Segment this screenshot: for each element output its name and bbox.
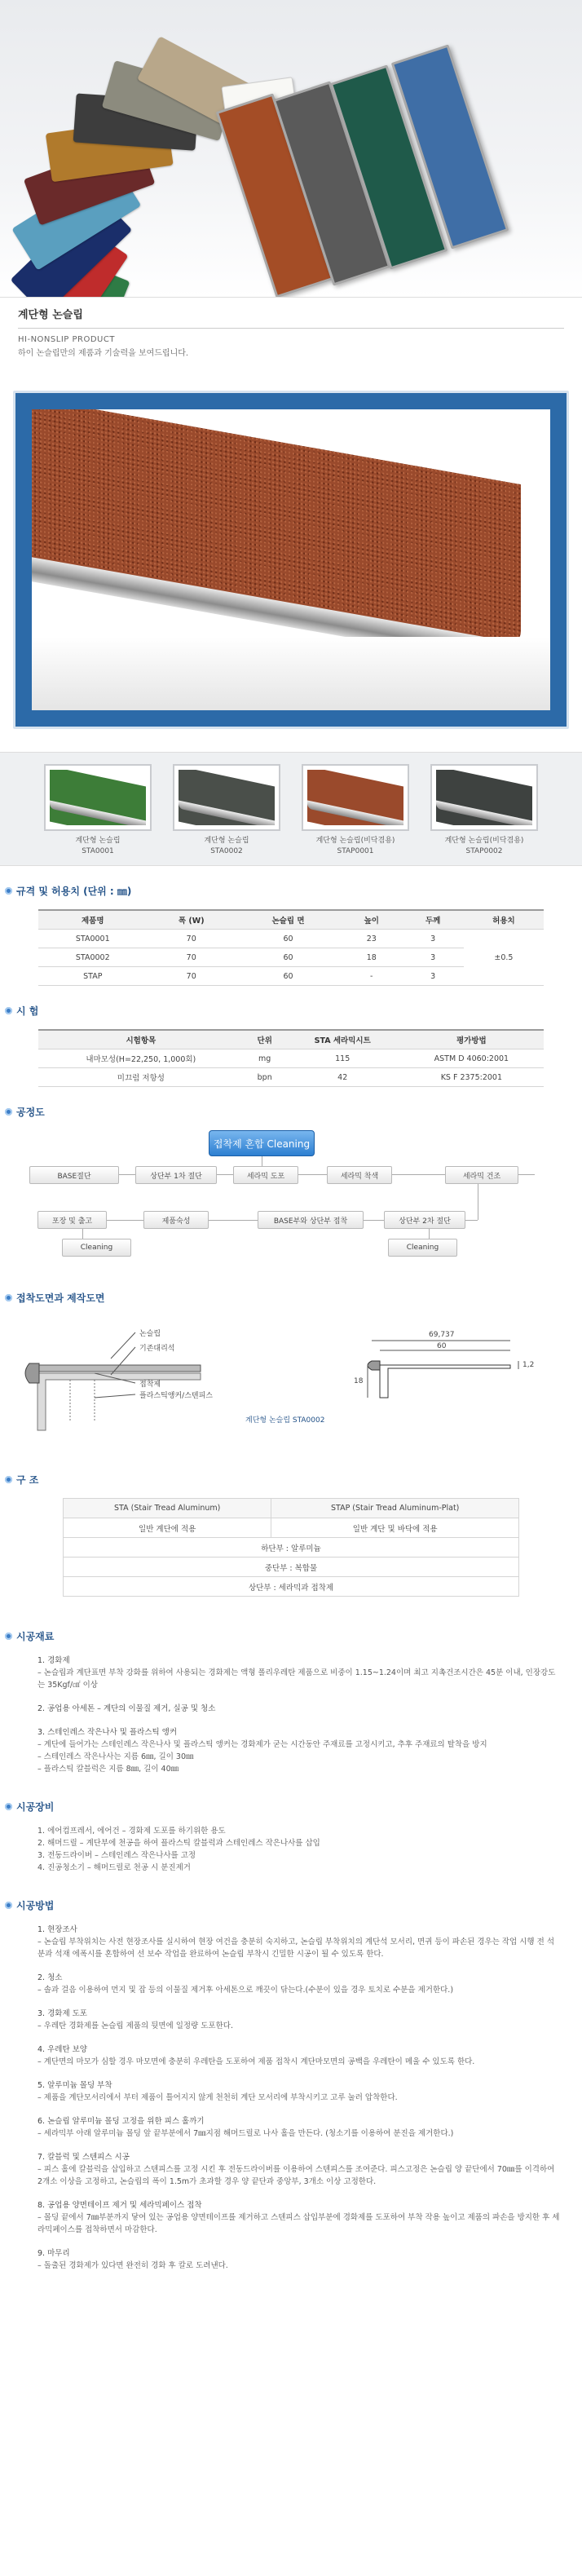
list-item-body: – 우레탄 경화제를 논슬립 제품의 뒷면에 일정량 도포한다.	[37, 2021, 233, 2030]
cell: 70	[148, 967, 236, 986]
tolerance-cell: ±0.5	[464, 930, 544, 986]
thumbnail-code: STAP0002	[465, 847, 503, 855]
col-header: 평가방법	[399, 1030, 544, 1049]
col-header: 폭 (W)	[148, 910, 236, 930]
process-step: 세라믹 건조	[445, 1166, 518, 1184]
cell: STAP	[38, 967, 148, 986]
list-item-head: 6. 논슬립 알루미늄 몰딩 고정을 위한 피스 홀까기	[37, 2117, 205, 2126]
method-section	[0, 1898, 582, 2272]
cell: 내마모성(H=22,250, 1,000회)	[38, 1049, 244, 1068]
list-item-body: – 논슬립 부착위치는 사전 현장조사를 실시하여 현장 여건을 충분히 숙지하고, 논슬립 부착위치의 계단석 모서리, 면귀 등이 파손된 경우는 작업 시행 전 석분과 석재 에폭시를 혼합하여 선 보수 작업을 완료하여 논슬립 부착시 긴밀한 시공이 될 수 있도록 한다.	[37, 1938, 555, 1959]
process-step: 세라믹 착색	[327, 1166, 392, 1184]
list-item-body: – 솔과 걸음 이용하여 먼지 및 잡 등의 이물질 제거후 아세톤으로 깨끗이 닦는다.(수분이 있을 경우 토치로 수분을 제거한다.)	[37, 1986, 454, 1995]
page-title: 계단형 논슬립	[18, 306, 564, 329]
product-thumbnails	[0, 752, 582, 866]
list-item: 1. 에어컴프레서, 에어건 – 경화제 도포를 하기위한 용도	[37, 1827, 226, 1836]
list-item: 2. 해머드릴 – 계단부에 천공을 하여 플라스틱 칼블럭과 스테인레스 작은나사를 삽입	[37, 1839, 320, 1848]
bullet-icon	[5, 1294, 12, 1301]
cell: 3	[402, 967, 463, 986]
structure-table	[63, 1498, 519, 1597]
drawing-label: 논슬립	[139, 1330, 161, 1338]
cell: 70	[148, 948, 236, 967]
drawing-label: 접착제	[139, 1381, 161, 1389]
page-subtitle: HI-NONSLIP PRODUCT	[18, 335, 115, 344]
dimension-label: 69,737	[429, 1331, 455, 1339]
cell: 23	[341, 930, 402, 948]
bullet-icon	[5, 1803, 12, 1810]
cell: 60	[236, 948, 341, 967]
materials-section	[0, 1629, 582, 1775]
section-title: 시 험	[16, 1005, 39, 1017]
col-header: 제품명	[38, 910, 148, 930]
process-step: Cleaning	[388, 1239, 457, 1257]
section-title: 시공장비	[16, 1801, 55, 1813]
drawing-caption: 계단형 논슬립 STA0002	[245, 1416, 325, 1425]
structure-section	[0, 1473, 582, 1597]
list-item-head: 4. 우레탄 보양	[37, 2045, 87, 2054]
col-header: 두께	[402, 910, 463, 930]
dimension-label: 60	[437, 1342, 447, 1350]
list-item-head: 8. 공업용 양면테이프 제거 및 세라믹페이스 접착	[37, 2201, 202, 2210]
col-header: STA 세라믹시트	[286, 1030, 399, 1049]
list-item-body: – 논슬립과 계단표면 부착 강화를 위하여 사용되는 경화제는 액형 폴리우레탄 제품으로 비중이 1.15~1.24이며 최고 지촉건조시간은 45분 이내, 인장강도는 35Kgf/㎠ 이상	[37, 1668, 556, 1690]
cell: STA0002	[38, 948, 148, 967]
cell: STA (Stair Tread Aluminum)	[64, 1499, 271, 1518]
drawing-section	[0, 1291, 582, 1471]
section-title: 구 조	[16, 1474, 39, 1486]
section-title: 공정도	[16, 1107, 45, 1118]
bullet-icon	[5, 887, 12, 895]
cell: 70	[148, 930, 236, 948]
cell: STAP (Stair Tread Aluminum-Plat)	[271, 1499, 519, 1518]
list-item: 3. 전동드라이버 – 스테인레스 작은나사를 고정	[37, 1851, 196, 1860]
col-header: 높이	[341, 910, 402, 930]
col-header: 시험항목	[38, 1030, 244, 1049]
list-item-body: – 세라믹부 아래 알루미늄 몰딩 앞 끝부분에서 7㎜지점 해머드릴로 나사 홀을 만든다. (청소기를 이용하여 분진을 제거한다.)	[37, 2129, 454, 2138]
thumbnail-name: 계단형 논슬립(비닥겸용)	[444, 837, 524, 845]
list-item-body: – 제품을 계단모서리에서 부터 제품이 틀어지지 않게 천천히 계단 모서리에 부착시키고 고루 눌러 압착한다.	[37, 2093, 398, 2102]
thumbnail-name: 계단형 논슬립(비닥겸용)	[315, 837, 395, 845]
process-step: 세라믹 도포	[233, 1166, 298, 1184]
list-item: 4. 진공청소기 – 해머드릴로 천공 시 분진제거	[37, 1863, 191, 1872]
product-main-image	[13, 391, 569, 729]
col-header: 단위	[244, 1030, 286, 1049]
section-title: 규격 및 허용치 (단위 : ㎜)	[16, 886, 132, 897]
list-item-body: – 피스 홀에 칼블럭을 삽입하고 스텐피스를 고정 시킨 후 전동드라이버를 이용하여 스텐피스를 조여준다. 피스고정은 논슬립 양 끝단에서 70㎜를 이격하여 2개소 이상을 고정하고, 논슬립의 폭이 1.5m가 초과할 경우 양 끝단과 중앙부, 3개소 이상 고정한다.	[37, 2165, 555, 2186]
cell: 60	[236, 930, 341, 948]
section-title: 시공방법	[16, 1900, 55, 1911]
table-row	[38, 930, 544, 948]
cell: ASTM D 4060:2001	[399, 1049, 544, 1068]
cell: 3	[402, 930, 463, 948]
cell: 3	[402, 948, 463, 967]
thumbnail-code: STA0001	[82, 847, 114, 855]
col-header: 논슬립 면	[236, 910, 341, 930]
thumbnail-name: 계단형 논슬립	[204, 837, 249, 845]
section-title: 시공재료	[16, 1631, 55, 1642]
thumbnail-code: STA0002	[210, 847, 243, 855]
list-item-body: – 계단에 들어가는 스테인레스 작은나사 및 플라스틱 앵커는 경화제가 굳는 시간동안 주재료를 고정시키고, 추후 주재료의 탈착을 방지 – 스테인레스 작은나사는 지름 6㎜, 길이 30㎜ – 플라스틱 칼블럭은 지름 8㎜, 길이 40㎜	[37, 1740, 487, 1774]
spec-section	[0, 884, 582, 986]
process-step: 제품숙성	[143, 1211, 209, 1229]
list-item-head: 9. 마무리	[37, 2249, 70, 2258]
list-item-head: 3. 스테인레스 작은나사 및 플라스틱 앵커	[37, 1728, 177, 1737]
bullet-icon	[5, 1633, 12, 1640]
bullet-icon	[5, 1476, 12, 1483]
process-step: BASE절단	[29, 1166, 119, 1184]
drawing-label: 기존대리석	[139, 1345, 175, 1353]
process-step-start: 접착제 혼합 Cleaning	[209, 1130, 315, 1156]
process-section	[0, 1105, 582, 1330]
cell: STA0001	[38, 930, 148, 948]
cell: bpn	[244, 1068, 286, 1087]
list-item-head: 1. 경화제	[37, 1656, 70, 1665]
process-step: BASE부와 상단부 접착	[258, 1211, 364, 1229]
cell: 115	[286, 1049, 399, 1068]
page-description: 하이 논슬립만의 제품과 기술력을 보여드립니다.	[18, 349, 189, 358]
process-flowchart	[13, 1130, 569, 1330]
list-item-body: – 돌출된 경화제가 있다면 완전히 경화 후 칼로 도려낸다.	[37, 2261, 228, 2270]
col-header: 허용치	[464, 910, 544, 930]
spec-table	[38, 909, 544, 986]
thumbnail-sta0001[interactable]	[41, 764, 155, 865]
bullet-icon	[5, 1108, 12, 1116]
thumbnail-stap0002[interactable]	[427, 764, 541, 865]
test-section	[0, 1004, 582, 1087]
list-item-head: 2. 청소	[37, 1973, 63, 1982]
test-table	[38, 1029, 544, 1087]
thumbnail-sta0002[interactable]	[170, 764, 284, 865]
hero-image	[0, 0, 582, 298]
cell: 일반 계단에 적용	[64, 1518, 271, 1538]
drawing-label: 플라스틱앵커/스텐피스	[139, 1392, 213, 1400]
bullet-icon	[5, 1902, 12, 1909]
cell: KS F 2375:2001	[399, 1068, 544, 1087]
table-row	[38, 1049, 544, 1068]
process-step: 포장 및 출고	[37, 1211, 107, 1229]
cell: 일반 계단 및 바닥에 적용	[271, 1518, 519, 1538]
dimension-label: 18	[354, 1377, 364, 1385]
technical-drawing	[21, 1316, 561, 1471]
thumbnail-stap0001[interactable]	[298, 764, 412, 865]
cell: 상단부 : 세라믹과 접착제	[64, 1577, 519, 1597]
equipment-section	[0, 1800, 582, 1874]
list-item-head: 2. 공업용 아세톤 – 계단의 이물질 제거, 실공 및 청소	[37, 1704, 216, 1713]
process-step: Cleaning	[62, 1239, 131, 1257]
thumbnail-code: STAP0001	[337, 847, 374, 855]
cell: -	[341, 967, 402, 986]
list-item-head: 7. 칼블럭 및 스텐피스 시공	[37, 2153, 130, 2162]
cell: 하단부 : 알루미늄	[64, 1538, 519, 1558]
cell: 미끄럼 저항성	[38, 1068, 244, 1087]
dimension-label: 1,2	[522, 1361, 535, 1369]
cell: 60	[236, 967, 341, 986]
cell: mg	[244, 1049, 286, 1068]
title-bar	[0, 298, 582, 358]
list-item-head: 3. 경화제 도포	[37, 2009, 87, 2018]
list-item-head: 1. 현장조사	[37, 1925, 77, 1934]
table-row	[38, 1068, 544, 1087]
list-item-head: 5. 알루미늄 몰딩 부착	[37, 2081, 112, 2090]
process-step: 상단부 1차 절단	[135, 1166, 217, 1184]
section-title: 접착도면과 제작도면	[16, 1292, 105, 1304]
cell: 중단부 : 복합물	[64, 1558, 519, 1577]
list-item-body: – 몰딩 끝에서 7㎜부분까지 닿여 있는 공업용 양면테이프를 제거하고 스텐피스 삽입부분에 경화제를 도포하여 부착 작용 높이고 제품의 파손을 방지한 후 세라믹페이스를 접착하면서 마감한다.	[37, 2213, 560, 2234]
list-item-body: – 계단면의 마모가 심할 경우 마모면에 충분히 우레탄을 도포하여 제품 접착시 계단마모면의 공백을 우레탄이 메울 수 있도록 한다.	[37, 2057, 475, 2066]
cell: 42	[286, 1068, 399, 1087]
thumbnail-name: 계단형 논슬립	[75, 837, 121, 845]
bullet-icon	[5, 1007, 12, 1014]
cell: 18	[341, 948, 402, 967]
process-step: 상단부 2차 절단	[384, 1211, 465, 1229]
